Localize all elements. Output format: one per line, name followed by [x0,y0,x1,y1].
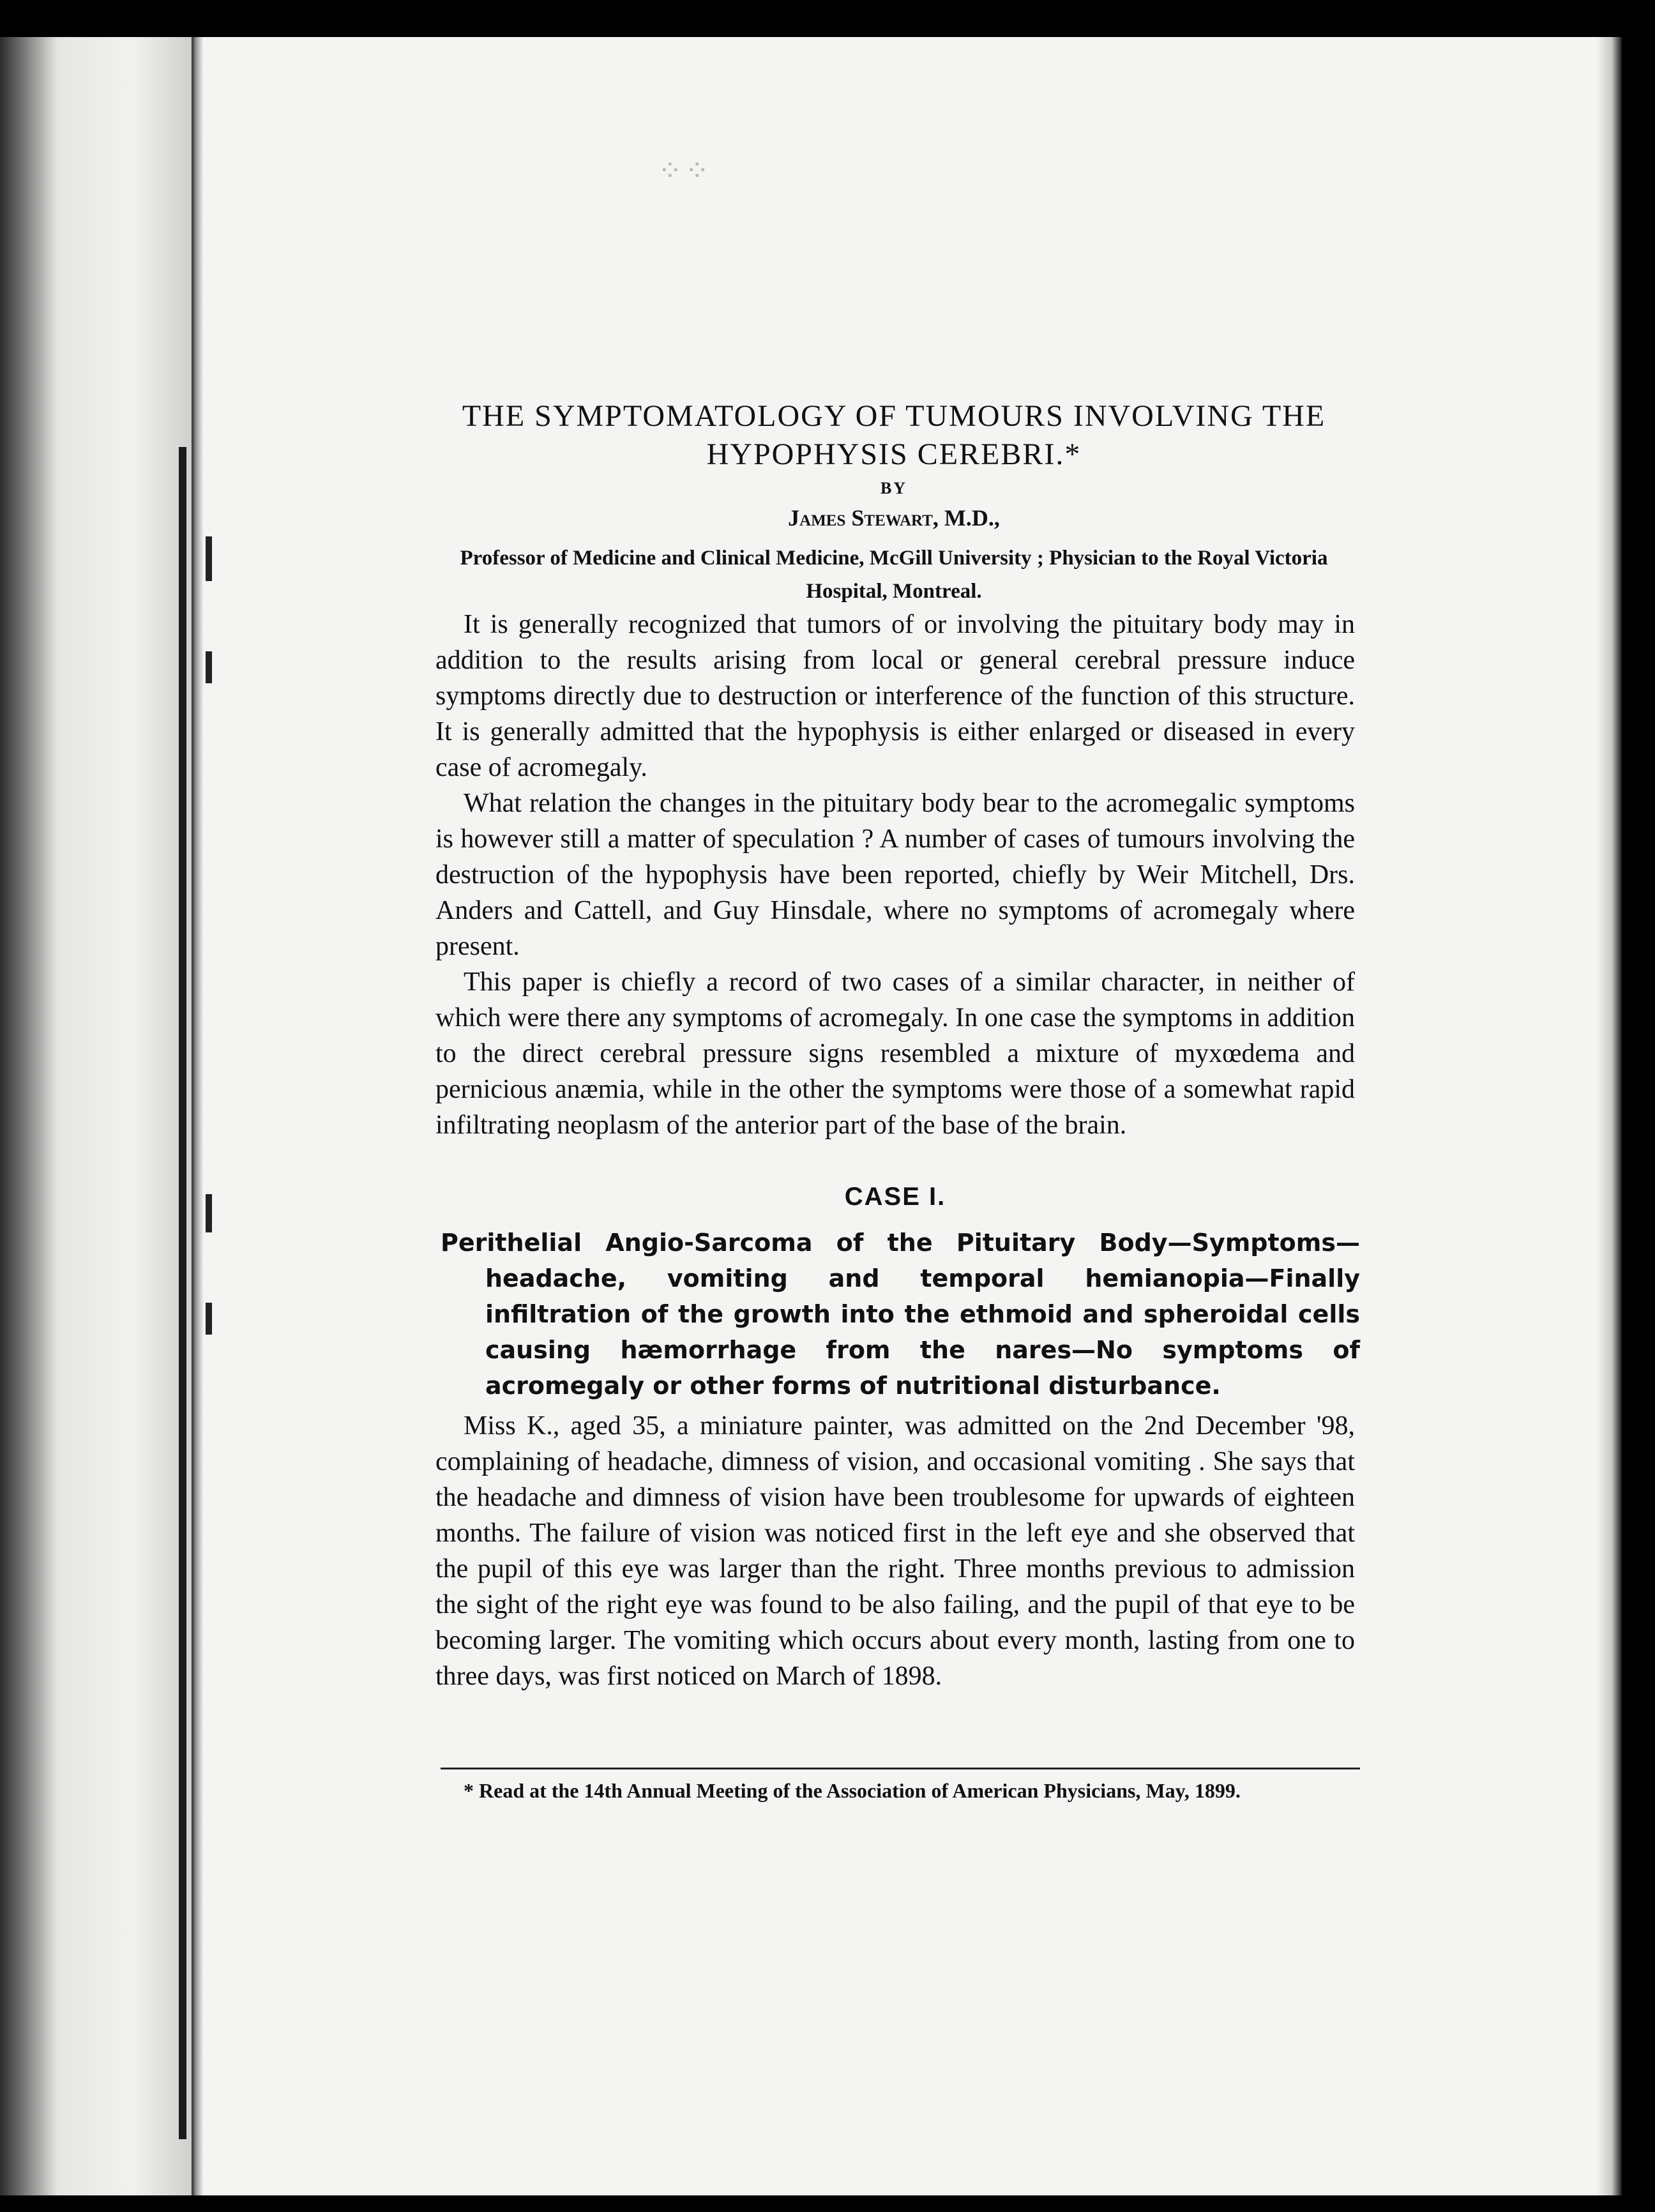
case-summary: Perithelial Angio-Sarcoma of the Pituitary Body—Symptoms—headache, vomiting and temporal hemianopia—Finally infiltration of the growth into the ethmoid and spheroidal cells causing hæmorrhage from the nares—No symptoms of acromegaly or other forms of nutritional disturbance. [441,1229,1360,1400]
facing-page-edge [0,37,192,2195]
binding-line [179,447,186,2139]
introduction-section [435,607,1355,1143]
case-heading: CASE I. [844,1183,946,1211]
author-affiliation: Professor of Medicine and Clinical Medicine, McGill University ; Physician to the Royal Victoria Hospital, Montreal. [460,547,1328,603]
ink-smudge-mark: ⁘⁘ [658,153,713,188]
binding-thread-mark [206,1194,212,1232]
binding-thread-mark [206,1303,212,1335]
case-description [435,1408,1355,1694]
article-title: THE SYMPTOMATOLOGY OF TUMOURS INVOLVING THE HYPOPHYSIS CEREBRI.* [462,399,1326,471]
paragraph: Miss K., aged 35, a miniature painter, was admitted on the 2nd December '98, complaining of headache, dimness of vision, and occasional vomiting . She says that the headache and dimness of vision have been troublesome for upwards of eighteen months. The failure of vision was noticed first in the left eye and she observed that the pupil of this eye was larger than the right. Three months previous to admission the sight of the right eye was found to be also failing, and the pupil of that eye to be becoming larger. The vomiting which occurs about every month, lasting from one to three days, was first noticed on March of 1898. [435,1411,1355,1691]
footnote: * Read at the 14th Annual Meeting of the Association of American Physicians, May, 1899. [464,1779,1241,1802]
paragraph: What relation the changes in the pituitary body bear to the acromegalic symptoms is however still a matter of speculation ? A number of cases of tumours involving the destruction of the hypophysis have been reported, chiefly by Weir Mitchell, Drs. Anders and Cattell, and Guy Hinsdale, where no symptoms of acromegaly where present. [435,789,1355,961]
binding-thread-mark [206,651,212,683]
binding-thread-mark [206,536,212,581]
author-name: James Stewart, M.D., [788,505,1000,531]
footnote-divider [441,1768,1360,1769]
page-right-edge [1596,37,1622,2195]
page-gutter-shadow [192,37,203,2195]
byline: BY [880,479,908,497]
paragraph: It is generally recognized that tumors of or involving the pituitary body may in addition to the results arising from local or general cerebral pressure induce symptoms directly due to destruction or interference of the function of this structure. It is generally admitted that the hypophysis is either enlarged or diseased in every case of acromegaly. [435,610,1355,782]
paragraph: This paper is chiefly a record of two cases of a similar character, in neither of which were there any symptoms of acromegaly. In one case the symptoms in addition to the direct cerebral pressure signs resembled a mixture of myxœdema and pernicious anæmia, while in the other the symptoms were those of a somewhat rapid infiltrating neoplasm of the anterior part of the base of the brain. [435,967,1355,1140]
